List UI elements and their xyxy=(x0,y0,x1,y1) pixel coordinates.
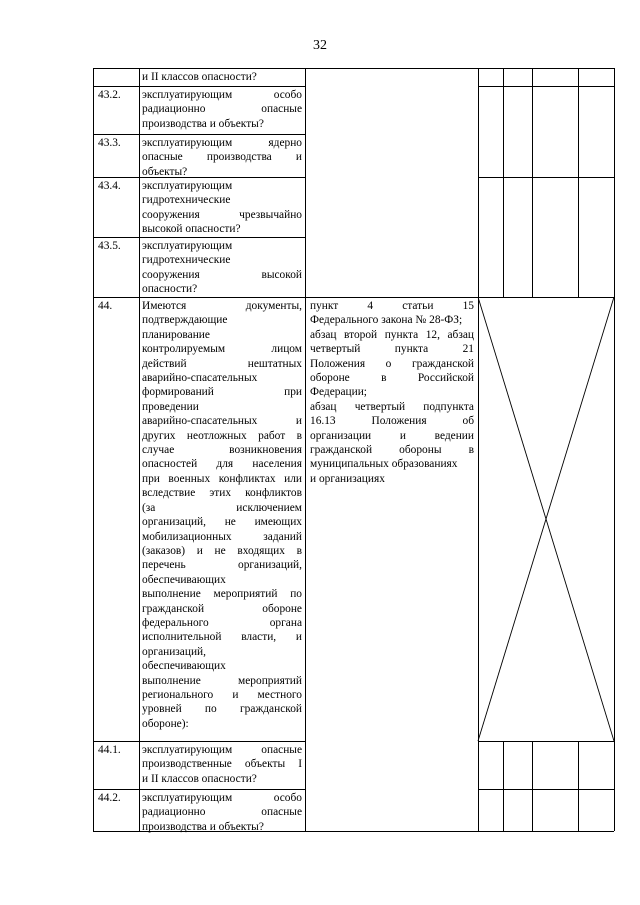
requirement-line: других неотложных работ в xyxy=(142,429,302,442)
requirement-line: обеспечивающих xyxy=(142,573,226,586)
legal-reference-line: гражданской обороны в xyxy=(310,444,474,457)
requirement-line: и II классов опасности? xyxy=(142,71,257,83)
requirement-line: эксплуатирующим особо xyxy=(142,792,302,804)
legal-reference-line: 16.13 Положения об xyxy=(310,415,474,428)
requirement-line: опасные производства и xyxy=(142,151,302,164)
requirement-line: радиационно опасные xyxy=(142,103,302,116)
requirement-line: выполнение мероприятий xyxy=(142,674,302,687)
requirement-line: исполнительной власти, и xyxy=(142,631,302,644)
requirement-line: производства и объекты? xyxy=(142,820,264,833)
requirement-line: объекты? xyxy=(142,165,188,178)
requirement-line: обеспечивающих xyxy=(142,660,226,673)
legal-reference-line: Федерации; xyxy=(310,386,367,399)
requirement-line: эксплуатирующим ядерно xyxy=(142,137,302,149)
legal-reference-line: муниципальных образованиях xyxy=(310,458,458,471)
requirement-line: и II классов опасности? xyxy=(142,772,257,785)
legal-reference-line: Федерального закона № 28-ФЗ; xyxy=(310,314,463,327)
legal-reference-line: организации и ведении xyxy=(310,429,474,442)
legal-reference-line: обороне в Российской xyxy=(310,372,474,385)
requirement-line: действий нештатных xyxy=(142,357,302,370)
requirement-line: эксплуатирующим xyxy=(142,180,233,192)
legal-reference-line: абзац четвертый подпункта xyxy=(310,400,474,413)
requirement-line: выполнение мероприятий по xyxy=(142,588,302,601)
requirement-line: обороне): xyxy=(142,717,189,730)
requirement-line: гидротехнические xyxy=(142,254,231,267)
requirement-line: (за исключением xyxy=(142,501,302,514)
requirement-line: опасности? xyxy=(142,283,198,296)
item-number: 44. xyxy=(98,300,113,312)
item-number: 43.4. xyxy=(98,180,121,192)
legal-reference-line: абзац второй пункта 12, абзац xyxy=(310,328,474,341)
requirement-line: аварийно-спасательных xyxy=(142,372,258,385)
requirement-line: мобилизационных заданий xyxy=(142,530,302,543)
requirement-line: перечень организаций, xyxy=(142,559,302,572)
requirement-line: федерального органа xyxy=(142,616,302,629)
requirement-line: гидротехнические xyxy=(142,194,231,207)
item-number: 43.3. xyxy=(98,137,121,149)
requirement-line: гражданской обороне xyxy=(142,602,302,615)
requirement-line: сооружения высокой xyxy=(142,268,302,281)
requirement-line: Имеются документы, xyxy=(142,300,302,312)
requirement-line: высокой опасности? xyxy=(142,223,241,236)
requirement-line: вследствие этих конфликтов xyxy=(142,487,302,500)
legal-reference-line: Положения о гражданской xyxy=(310,357,474,370)
requirement-line: контролируемым лицом xyxy=(142,343,302,356)
requirement-line: сооружения чрезвычайно xyxy=(142,208,302,221)
requirement-line: производственные объекты I xyxy=(142,758,302,771)
requirement-line: (заказов) и не входящих в xyxy=(142,544,302,557)
item-number: 44.2. xyxy=(98,792,121,804)
requirement-line: производства и объекты? xyxy=(142,117,264,130)
requirement-line: планирование xyxy=(142,328,210,341)
page-number: 32 xyxy=(313,38,327,53)
requirement-line: аварийно-спасательных и xyxy=(142,415,302,428)
requirement-line: регионального и местного xyxy=(142,688,302,701)
requirement-line: радиационно опасные xyxy=(142,806,302,819)
requirement-line: уровней по гражданской xyxy=(142,703,302,716)
item-number: 43.5. xyxy=(98,240,121,252)
requirement-line: организаций, не имеющих xyxy=(142,516,302,529)
requirement-line: при военных конфликтах или xyxy=(142,472,302,485)
requirement-line: эксплуатирующим xyxy=(142,240,233,252)
legal-reference-line: четвертый пункта 21 xyxy=(310,343,474,356)
legal-reference-line: пункт 4 статьи 15 xyxy=(310,300,474,312)
requirement-line: опасностей для населения xyxy=(142,458,302,471)
requirement-line: формирований при xyxy=(142,386,302,399)
requirement-line: проведении xyxy=(142,400,199,413)
requirement-line: эксплуатирующим особо xyxy=(142,89,302,101)
requirement-line: подтверждающие xyxy=(142,314,228,327)
requirement-line: эксплуатирующим опасные xyxy=(142,744,302,756)
item-number: 44.1. xyxy=(98,744,121,756)
requirement-line: случае возникновения xyxy=(142,444,302,457)
item-number: 43.2. xyxy=(98,89,121,101)
requirement-line: организаций, xyxy=(142,645,206,658)
legal-reference-line: и организациях xyxy=(310,472,385,485)
